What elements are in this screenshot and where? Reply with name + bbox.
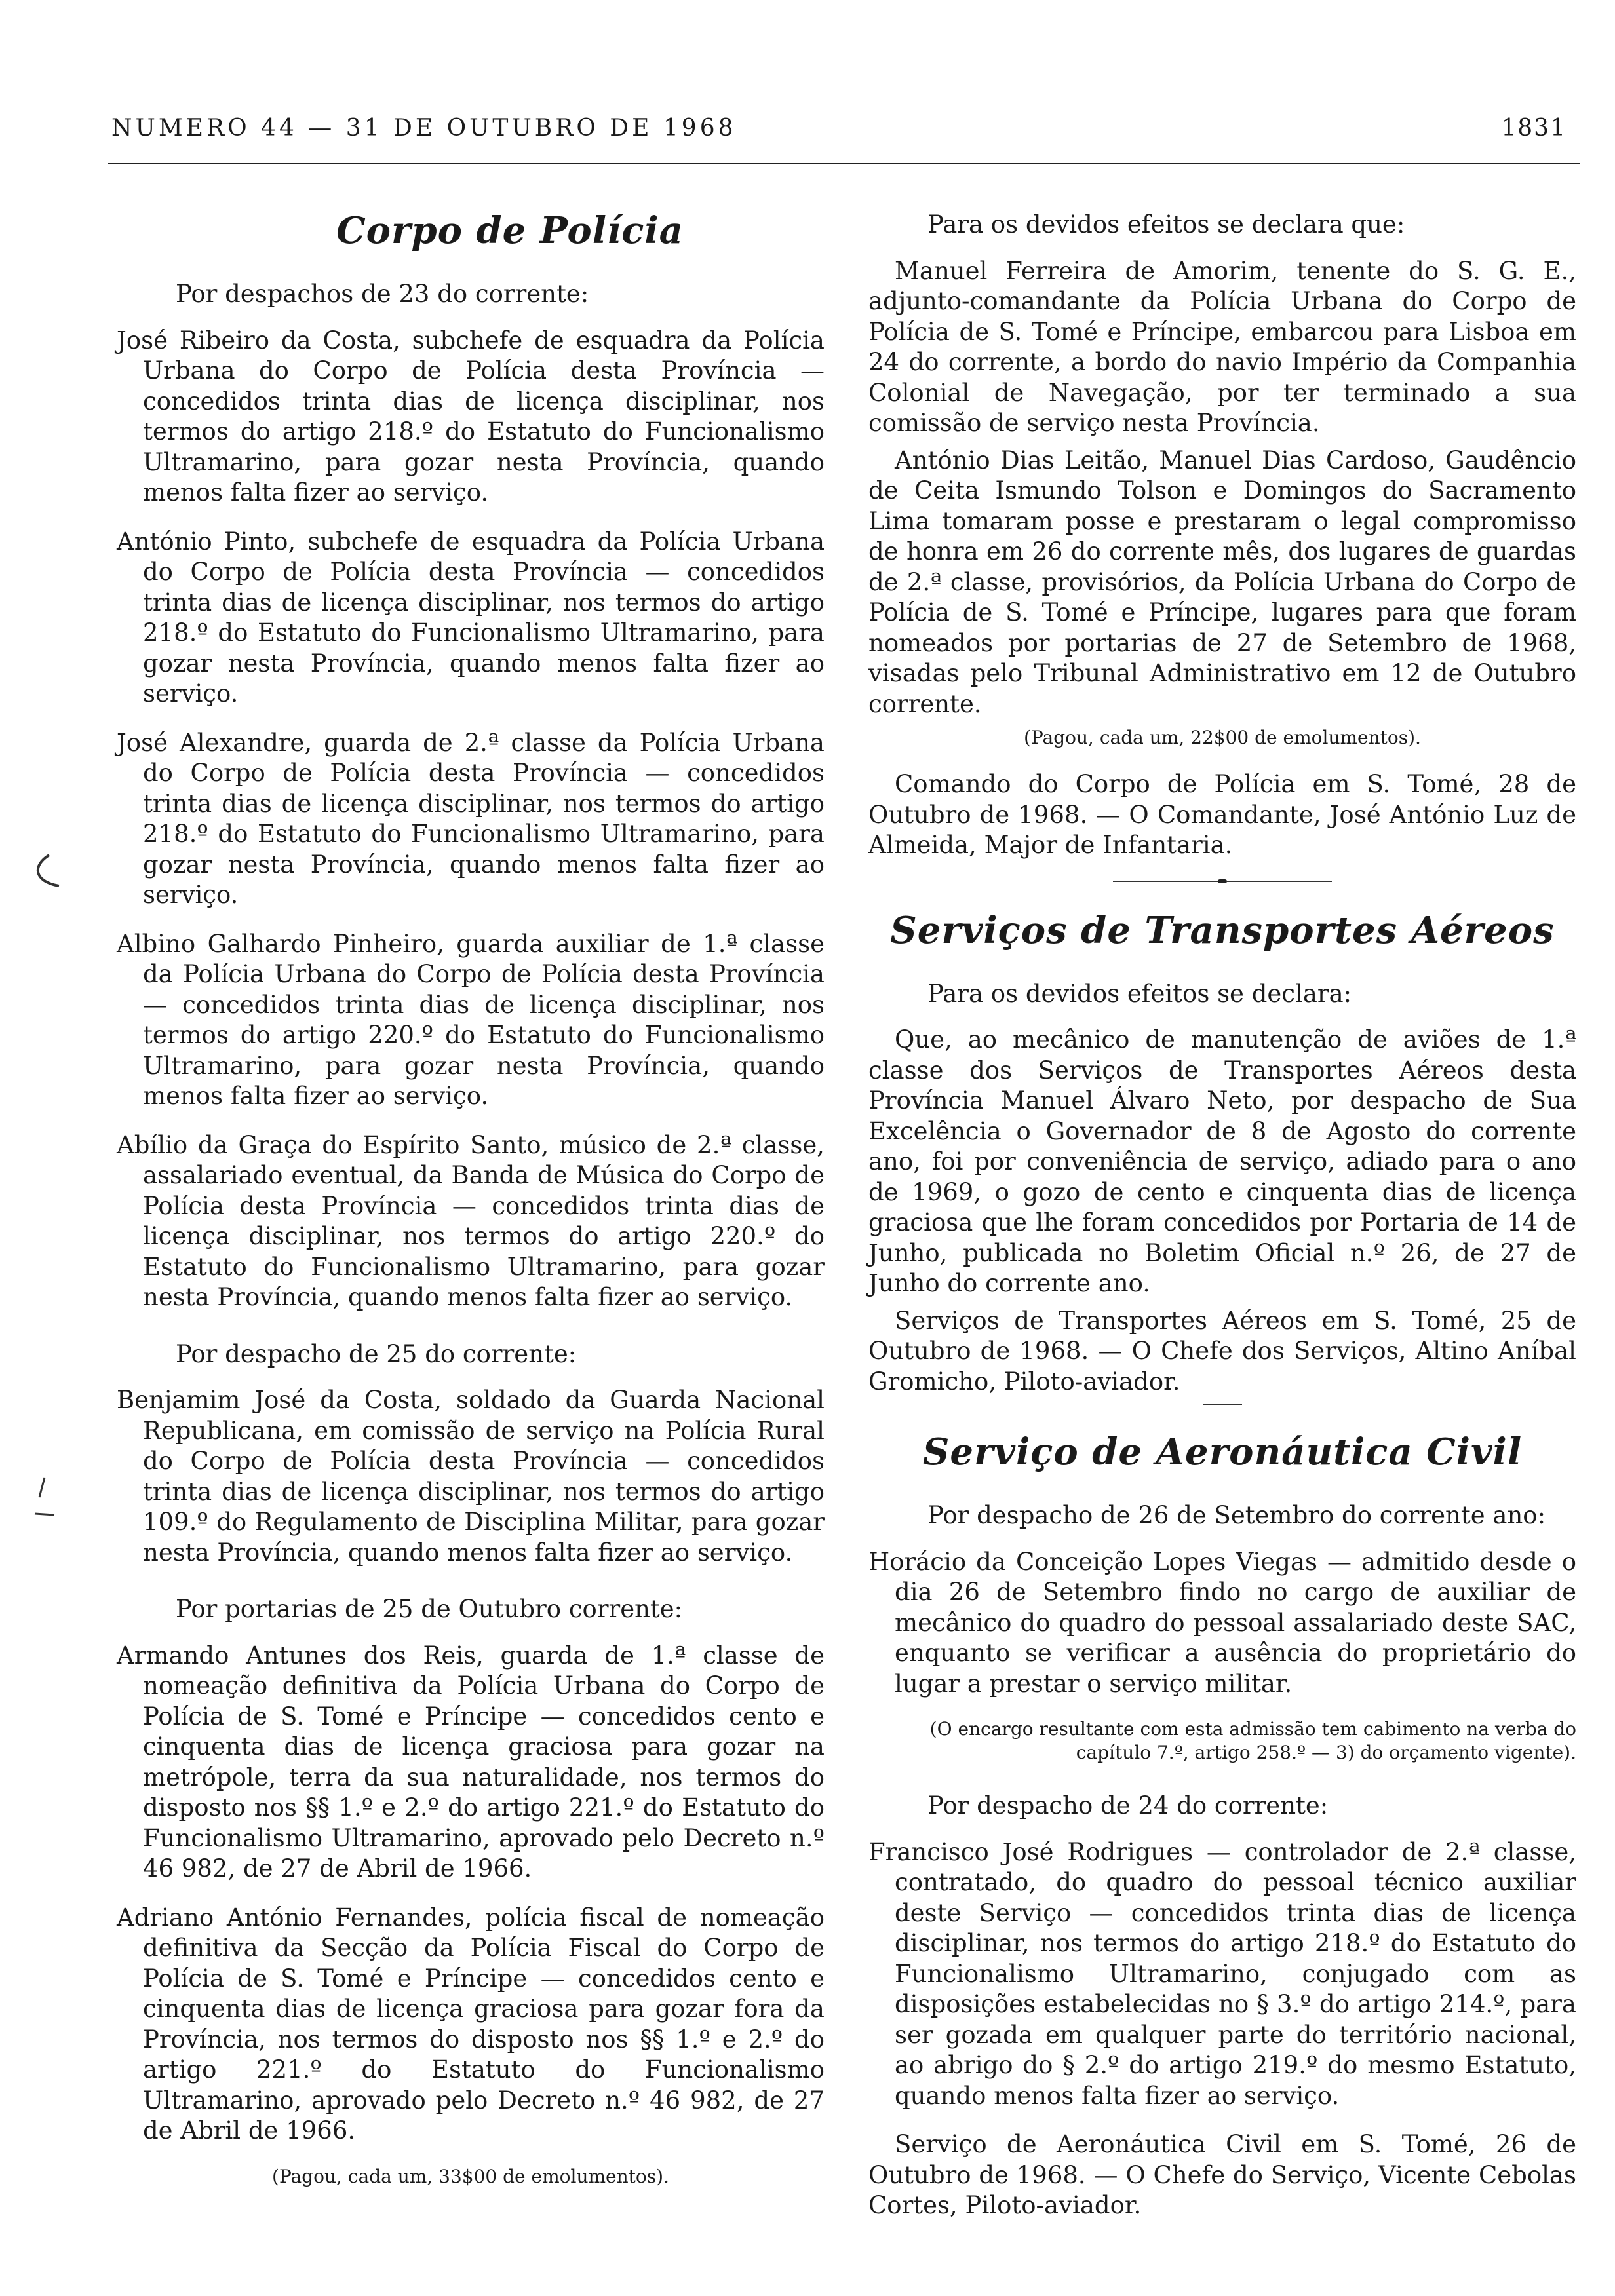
entry-antonio-pinto: António Pinto, subchefe de esquadra da Polícia Urbana do Corpo de Polícia desta Província — concedidos trinta dias de licença disciplinar, nos termos do artigo 218.º do Estatuto do Funcionalismo Ultramarino, para gozar nesta Província, quando menos falta fizer ao serviço. xyxy=(117,527,825,708)
scan-mark xyxy=(31,1474,58,1520)
signature-comando: Comando do Corpo de Polícia em S. Tomé, 28 de Outubro de 1968. — O Comandante, José António Luz de Almeida, Major de Infantaria. xyxy=(868,770,1576,859)
declaration-intro: Para os devidos efeitos se declara: xyxy=(927,979,1352,1008)
entry-armando-reis: Armando Antunes dos Reis, guarda de 1.ª classe de nomeação definitiva da Polícia Urbana do Corpo de Polícia de S. Tomé e Príncipe — concedidos cento e cinquenta dias de licença graciosa para gozar na metrópole, terra da sua naturalidade, nos termos do disposto nos §§ 1.º e 2.º do artigo 221.º do Estatuto do Funcionalismo Ultramarino, aprovado pelo Decreto n.º 46 982, de 27 de Abril de 1966. xyxy=(117,1641,825,1883)
entry-horacio-viegas: Horácio da Conceição Lopes Viegas — admitido desde o dia 26 de Setembro findo no cargo de auxiliar de mecânico do quadro do pessoal assalariado deste SAC, enquanto se verificar a ausência do proprietário do lugar a prestar o serviço militar. xyxy=(868,1547,1576,1698)
portarias-intro: Por portarias de 25 de Outubro corrente: xyxy=(176,1595,683,1623)
left-column xyxy=(117,190,825,2208)
dispatch-intro: Por despachos de 23 do corrente: xyxy=(176,280,589,308)
header-rule xyxy=(108,163,1580,164)
paragraph-manuel-neto: Que, ao mecânico de manutenção de aviões de 1.ª classe dos Serviços de Transportes Aéreos desta Província Manuel Álvaro Neto, por despacho de Sua Excelência o Governador de 8 de Agosto do corrente ano, foi por conveniência de serviço, adiado para o ano de 1969, o gozo de cento e cinquenta dias de licença graciosa que lhe foram concedidos por Portaria de 14 de Junho, publicada no Boletim Oficial n.º 26, de 27 de Junho do corrente ano. xyxy=(868,1025,1576,1297)
dispatch-intro: Por despacho de 25 do corrente: xyxy=(176,1339,577,1368)
budget-note: (O encargo resultante com esta admissão tem cabimento na verba do capítulo 7.º, artigo 258.º — 3) do orçamento vigente). xyxy=(929,1718,1576,1763)
paragraph-manuel-amorim: Manuel Ferreira de Amorim, tenente do S. G. E., adjunto-comandante da Polícia Urbana do Corpo de Polícia de S. Tomé e Príncipe, embarcou para Lisboa em 24 do corrente, a bordo do navio Império da Companhia Colonial de Navegação, por ter terminado a sua comissão de serviço nesta Província. xyxy=(868,256,1576,437)
entry-francisco-rodrigues: Francisco José Rodrigues — controlador de 2.ª classe, contratado, do quadro do pessoal técnico auxiliar deste Serviço — concedidos trinta dias de licença disciplinar, nos termos do artigo 218.º do Estatuto do Funcionalismo Ultramarino, conjugado com as disposições estabelecidas no § 3.º do artigo 214.º, para ser gozada em qualquer parte do território nacional, ao abrigo do § 2.º do artigo 219.º do mesmo Estatuto, quando menos falta fizer ao serviço. xyxy=(868,1837,1576,2110)
page-header xyxy=(111,108,1566,147)
signature-aeronautica: Serviço de Aeronáutica Civil em S. Tomé, 26 de Outubro de 1968. — O Chefe do Serviço, Vicente Cebolas Cortes, Piloto-aviador. xyxy=(868,2130,1576,2219)
emolument-note: (Pagou, cada um, 22$00 de emolumentos). xyxy=(1024,727,1421,748)
entry-abilio-santo: Abílio da Graça do Espírito Santo, músico de 2.ª classe, assalariado eventual, da Banda de Música do Corpo de Polícia desta Província — concedidos trinta dias de licença disciplinar, nos termos do artigo 220.º do Estatuto do Funcionalismo Ultramarino, para gozar nesta Província, quando menos falta fizer ao serviço. xyxy=(117,1130,825,1311)
section-title-transportes-aereos: Serviços de Transportes Aéreos xyxy=(890,908,1555,952)
entry-jose-alexandre: José Alexandre, guarda de 2.ª classe da Polícia Urbana do Corpo de Polícia desta Província — concedidos trinta dias de licença disciplinar, nos termos do artigo 218.º do Estatuto do Funcionalismo Ultramarino, para gozar nesta Província, quando menos falta fizer ao serviço. xyxy=(117,728,825,909)
signature-transportes: Serviços de Transportes Aéreos em S. Tomé, 25 de Outubro de 1968. — O Chefe dos Serviços, Altino Aníbal Gromicho, Piloto-aviador. xyxy=(868,1306,1576,1396)
page-number: 1831 xyxy=(1501,115,1566,142)
section-title-corpo-de-policia: Corpo de Polícia xyxy=(336,209,684,252)
right-column xyxy=(868,190,1576,2228)
entry-adriano-fernandes: Adriano António Fernandes, polícia fiscal de nomeação definitiva da Secção da Polícia Fiscal do Corpo de Polícia de S. Tomé e Príncipe — concedidos cento e cinquenta dias de licença graciosa para gozar fora da Província, nos termos do disposto nos §§ 1.º e 2.º do artigo 221.º do Estatuto do Funcionalismo Ultramarino, aprovado pelo Decreto n.º 46 982, de 27 de Abril de 1966. xyxy=(117,1903,825,2145)
emolument-note: (Pagou, cada um, 33$00 de emolumentos). xyxy=(272,2165,669,2187)
section-divider xyxy=(868,879,1576,883)
dispatch-intro: Por despacho de 24 do corrente: xyxy=(927,1791,1329,1820)
entry-benjamim-costa: Benjamim José da Costa, soldado da Guarda Nacional Republicana, em comissão de serviço na Polícia Rural do Corpo de Polícia desta Província — concedidos trinta dias de licença disciplinar, nos termos do artigo 109.º do Regulamento de Disciplina Militar, para gozar nesta Província, quando menos falta fizer ao serviço. xyxy=(117,1386,825,1567)
dispatch-intro: Por despacho de 26 de Setembro do corrente ano: xyxy=(927,1501,1546,1529)
section-divider xyxy=(1203,1404,1242,1405)
declaration-intro: Para os devidos efeitos se declara que: xyxy=(927,210,1405,239)
section-title-aeronautica-civil: Serviço de Aeronáutica Civil xyxy=(922,1430,1523,1474)
issue-date: NUMERO 44 — 31 DE OUTUBRO DE 1968 xyxy=(111,115,737,142)
paragraph-guardas-posse: António Dias Leitão, Manuel Dias Cardoso, Gaudêncio de Ceita Ismundo Tolson e Domingos do Sacramento Lima tomaram posse e prestaram o legal compromisso de honra em 26 do corrente mês, dos lugares de guardas de 2.ª classe, provisórios, da Polícia Urbana do Corpo de Polícia de S. Tomé e Príncipe, lugares para que foram nomeados por portarias de 27 de Setembro de 1968, visadas pelo Tribunal Administrativo em 12 de Outubro corrente. xyxy=(868,446,1576,718)
scan-mark xyxy=(26,852,66,891)
entry-jose-ribeiro: José Ribeiro da Costa, subchefe de esquadra da Polícia Urbana do Corpo de Polícia desta Província — concedidos trinta dias de licença disciplinar, nos termos do artigo 218.º do Estatuto do Funcionalismo Ultramarino, para gozar nesta Província, quando menos falta fizer ao serviço. xyxy=(117,326,825,507)
entry-albino-pinheiro: Albino Galhardo Pinheiro, guarda auxiliar de 1.ª classe da Polícia Urbana do Corpo de Polícia desta Província — concedidos trinta dias de licença disciplinar, nos termos do artigo 220.º do Estatuto do Funcionalismo Ultramarino, para gozar nesta Província, quando menos falta fizer ao serviço. xyxy=(117,929,825,1110)
